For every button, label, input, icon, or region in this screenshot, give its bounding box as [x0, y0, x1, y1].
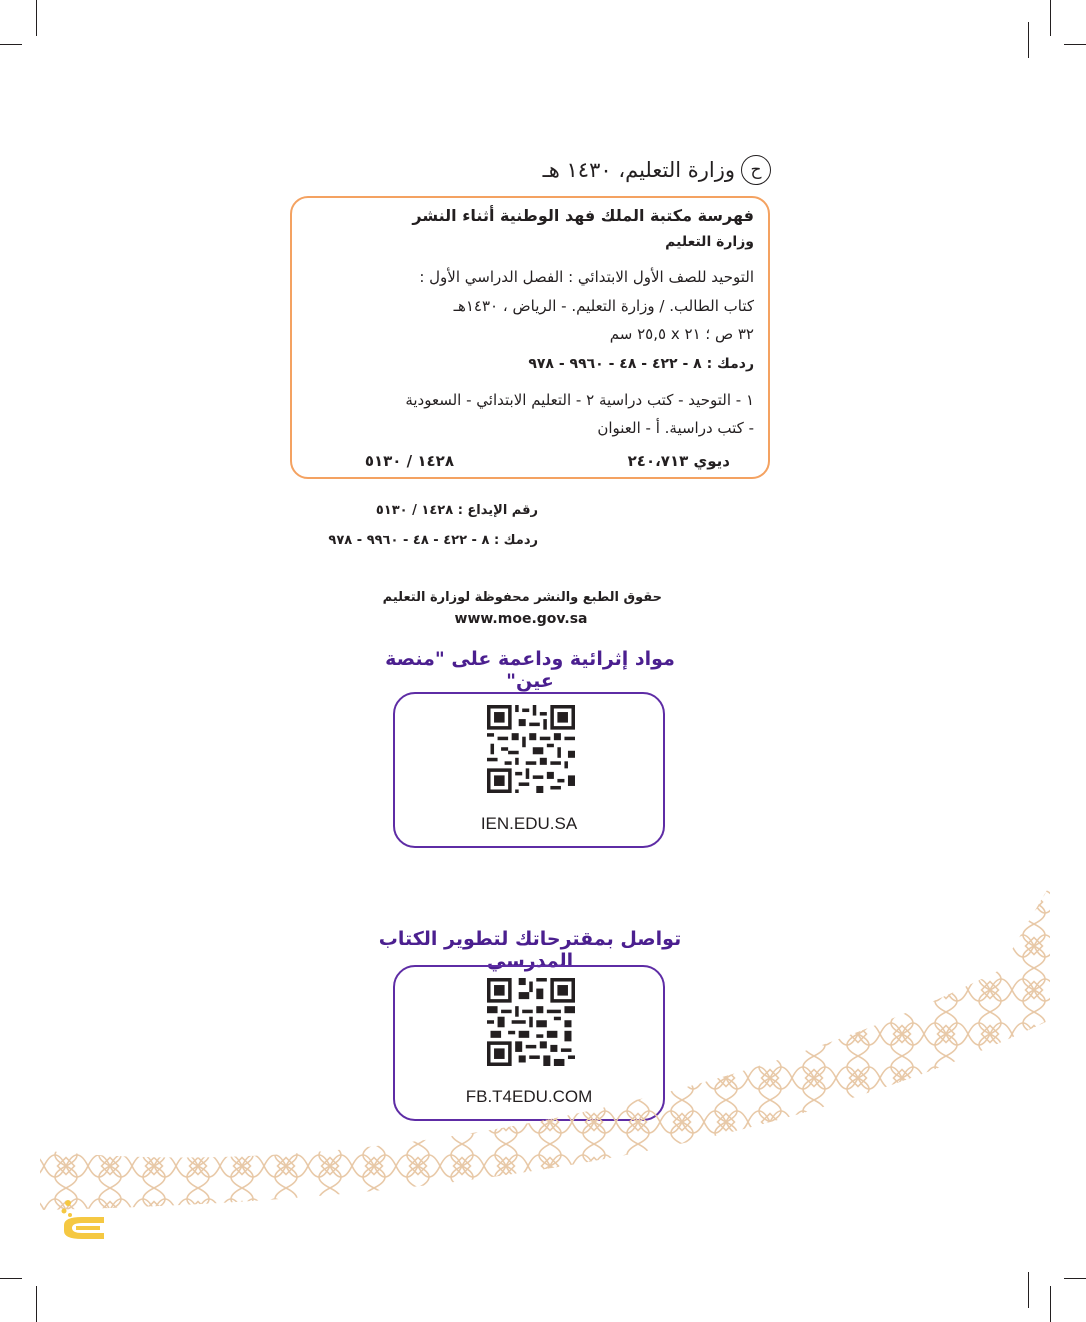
catalog-subjects2: - كتب دراسية. أ - العنوان [597, 419, 754, 437]
fb-url[interactable]: FB.T4EDU.COM [465, 1087, 593, 1106]
ministry-logo-icon [58, 1195, 108, 1255]
copyright-symbol: ح [741, 155, 771, 185]
isbn-value: ٨ - ٤٢٢ - ٤٨ - ٩٩٦٠ - ٩٧٨ [328, 533, 490, 548]
catalog-subjects1: ١ - التوحيد - كتب دراسية ٢ - التعليم الابتدائي - السعودية [405, 391, 754, 409]
catalog-box [290, 196, 770, 479]
catalog-title: فهرسة مكتبة الملك فهد الوطنية أثناء النشر [412, 206, 754, 225]
arabesque-ornament [0, 880, 1086, 1210]
ien-qr-box[interactable] [393, 692, 665, 848]
rights-text: حقوق الطبع والنشر محفوظة لوزارة التعليم [382, 590, 662, 605]
crop-mark [1064, 1278, 1086, 1279]
copyright-line [543, 155, 771, 185]
crop-mark [1028, 22, 1029, 58]
isbn-line [328, 533, 538, 548]
isbn-label: ردمك : [493, 533, 538, 548]
deposit-label: رقم الإيداع : [457, 503, 538, 518]
crop-mark [1064, 44, 1086, 45]
crop-mark [1050, 1286, 1051, 1322]
copyright-text: وزارة التعليم، ١٤٣٠ هـ [542, 158, 735, 182]
deposit-line [376, 503, 538, 518]
catalog-line3: ٣٢ ص ؛ ٢١ x ٢٥,٥ سم [609, 325, 754, 343]
website-link[interactable]: www.moe.gov.sa [454, 611, 588, 627]
fb-heading: تواصل بمقترحاتك لتطوير الكتاب المدرسي [378, 928, 682, 972]
ien-heading: مواد إثرائية وداعمة على "منصة عين" [385, 648, 675, 692]
crop-mark [36, 1286, 37, 1322]
crop-mark [0, 44, 22, 45]
catalog-isbn: ردمك : ٨ - ٤٢٢ - ٤٨ - ٩٩٦٠ - ٩٧٨ [528, 356, 754, 372]
catalog-deposit-number: ١٤٢٨ / ٥١٣٠ [364, 452, 454, 470]
deposit-value: ١٤٢٨ / ٥١٣٠ [375, 503, 454, 518]
crop-mark [0, 1278, 22, 1279]
catalog-line2: كتاب الطالب. / وزارة التعليم. - الرياض ، ١٤٣٠هـ [453, 297, 754, 315]
ien-qr-code-icon[interactable] [487, 705, 575, 793]
catalog-dewey: ديوي ٢٤٠،٧١٣ [627, 452, 730, 470]
crop-mark [36, 0, 37, 36]
crop-mark [1028, 1272, 1029, 1308]
crop-mark [1050, 0, 1051, 36]
catalog-line1: التوحيد للصف الأول الابتدائي : الفصل الدراسي الأول : [419, 268, 754, 286]
ien-url[interactable]: IEN.EDU.SA [480, 814, 578, 833]
catalog-author: وزارة التعليم [665, 234, 754, 250]
